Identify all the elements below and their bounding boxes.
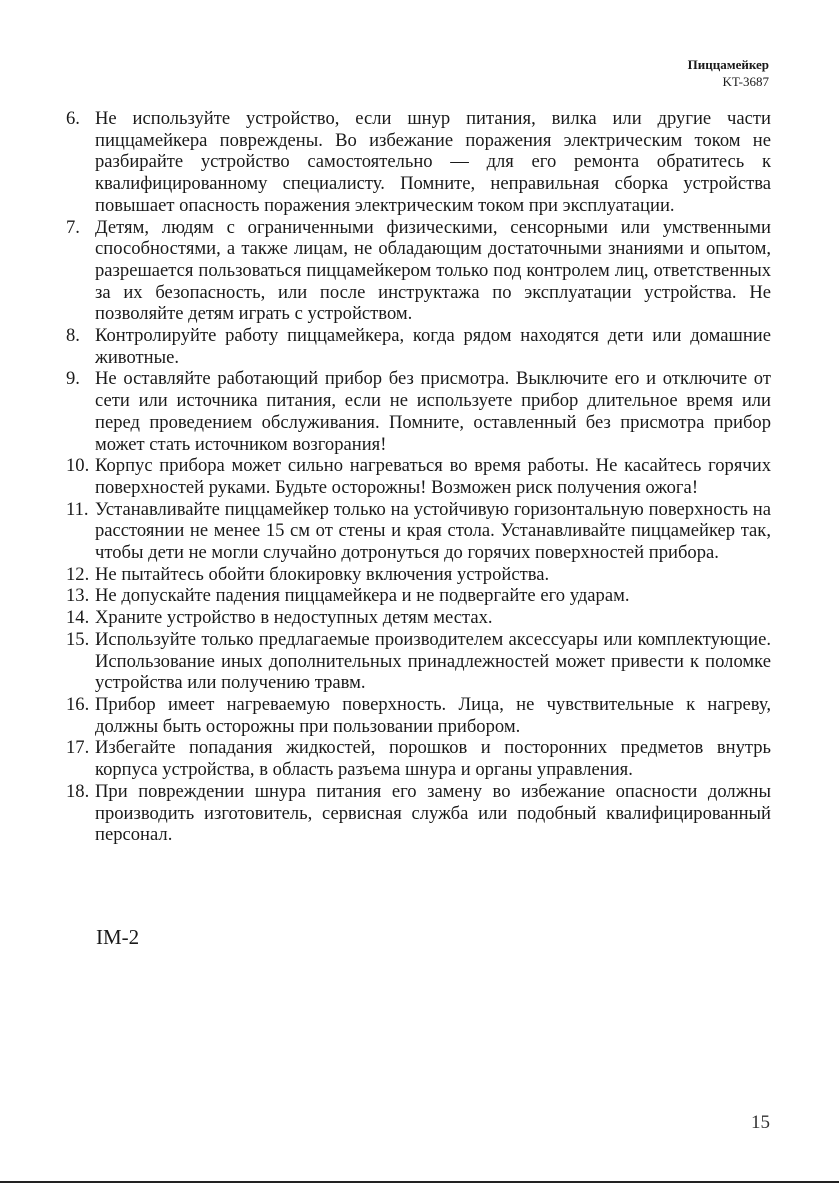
item-text: Не используйте устройство, если шнур питания, вилка или другие части пиццамейкера повреждены. Во избежание поражения электрическим током не разбирайте устройство самостоятельно — для его ремонта обратитесь к квалифицированному специалисту. Помните, неправильная сборка устройства повышает опасность поражения электрическим током при эксплуатации.: [95, 108, 771, 216]
item-text: Не оставляйте работающий прибор без присмотра. Выключите его и отключите от сети или источника питания, если не используете прибор длительное время или перед проведением обслуживания. Помните, оставленный без присмотра прибор может стать источником возгорания!: [95, 368, 771, 455]
page-header: [688, 56, 769, 90]
item-number: 6.: [66, 108, 80, 129]
item-text: Избегайте попадания жидкостей, порошков и посторонних предметов внутрь корпуса устройства, в область разъема шнура и органы управления.: [95, 737, 771, 781]
list-item: [66, 217, 771, 326]
item-text: Не пытайтесь обойти блокировку включения устройства.: [95, 563, 550, 585]
product-name: Пиццамейкер: [687, 57, 769, 72]
item-number: 8.: [66, 325, 80, 347]
item-text: Детям, людям с ограниченными физическими, сенсорными или умственными способностями, а также лицам, не обладающим достаточными знаниями и опытом, разрешается пользоваться пиццамейкером только под контролем лиц, ответственных за их безопасность, или после инструктажа по эксплуатации устройства. Не позволяйте детям играть с устройством.: [95, 216, 771, 325]
item-number: 13.: [66, 585, 90, 607]
item-number: 18.: [66, 780, 90, 802]
item-number: 11.: [66, 498, 89, 520]
item-text: Не допускайте падения пиццамейкера и не подвергайте его ударам.: [95, 585, 630, 607]
safety-instructions-list: [66, 108, 771, 846]
item-text: При повреждении шнура питания его замену во избежание опасности должны производить изготовитель, сервисная служба или подобный квалифицированный персонал.: [95, 780, 771, 846]
page-number: 15: [751, 1112, 770, 1133]
item-number: 7.: [66, 216, 80, 238]
list-item: [66, 737, 771, 780]
item-text: Храните устройство в недоступных детям местах.: [95, 607, 493, 629]
item-number: 17.: [66, 737, 90, 759]
list-item: [66, 585, 771, 607]
item-number: 14.: [66, 607, 90, 629]
page-bottom-divider: [0, 1181, 839, 1183]
item-number: 16.: [66, 693, 90, 715]
model-number: KT-3687: [722, 74, 769, 89]
list-item: [66, 455, 771, 498]
document-code: IM-2: [96, 925, 140, 949]
item-number: 15.: [66, 628, 90, 650]
list-item: [66, 694, 771, 737]
list-item: [66, 108, 771, 217]
item-text: Корпус прибора может сильно нагреваться во время работы. Не касайтесь горячих поверхностей руками. Будьте осторожны! Возможен риск получения ожога!: [95, 455, 771, 498]
item-number: 9.: [66, 368, 80, 390]
list-item: [66, 564, 771, 586]
item-text: Контролируйте работу пиццамейкера, когда рядом находятся дети или домашние животные.: [95, 325, 771, 368]
list-item: [66, 781, 771, 846]
item-text: Устанавливайте пиццамейкер только на устойчивую горизонтальную поверхность на расстоянии не менее 15 см от стены и края стола. Устанавливайте пиццамейкер так, чтобы дети не могли случайно дотронуться до горячих поверхностей прибора.: [95, 498, 771, 564]
list-item: [66, 325, 771, 368]
list-item: [66, 499, 771, 564]
item-number: 10.: [66, 455, 90, 477]
item-text: Используйте только предлагаемые производителем аксессуары или комплектующие. Использование иных дополнительных принадлежностей может привести к поломке устройства или получению травм.: [95, 628, 771, 694]
item-text: Прибор имеет нагреваемую поверхность. Лица, не чувствительные к нагреву, должны быть осторожны при пользовании прибором.: [95, 693, 771, 737]
item-number: 12.: [66, 563, 90, 585]
list-item: [66, 629, 771, 694]
list-item: [66, 368, 771, 455]
list-item: [66, 607, 771, 629]
